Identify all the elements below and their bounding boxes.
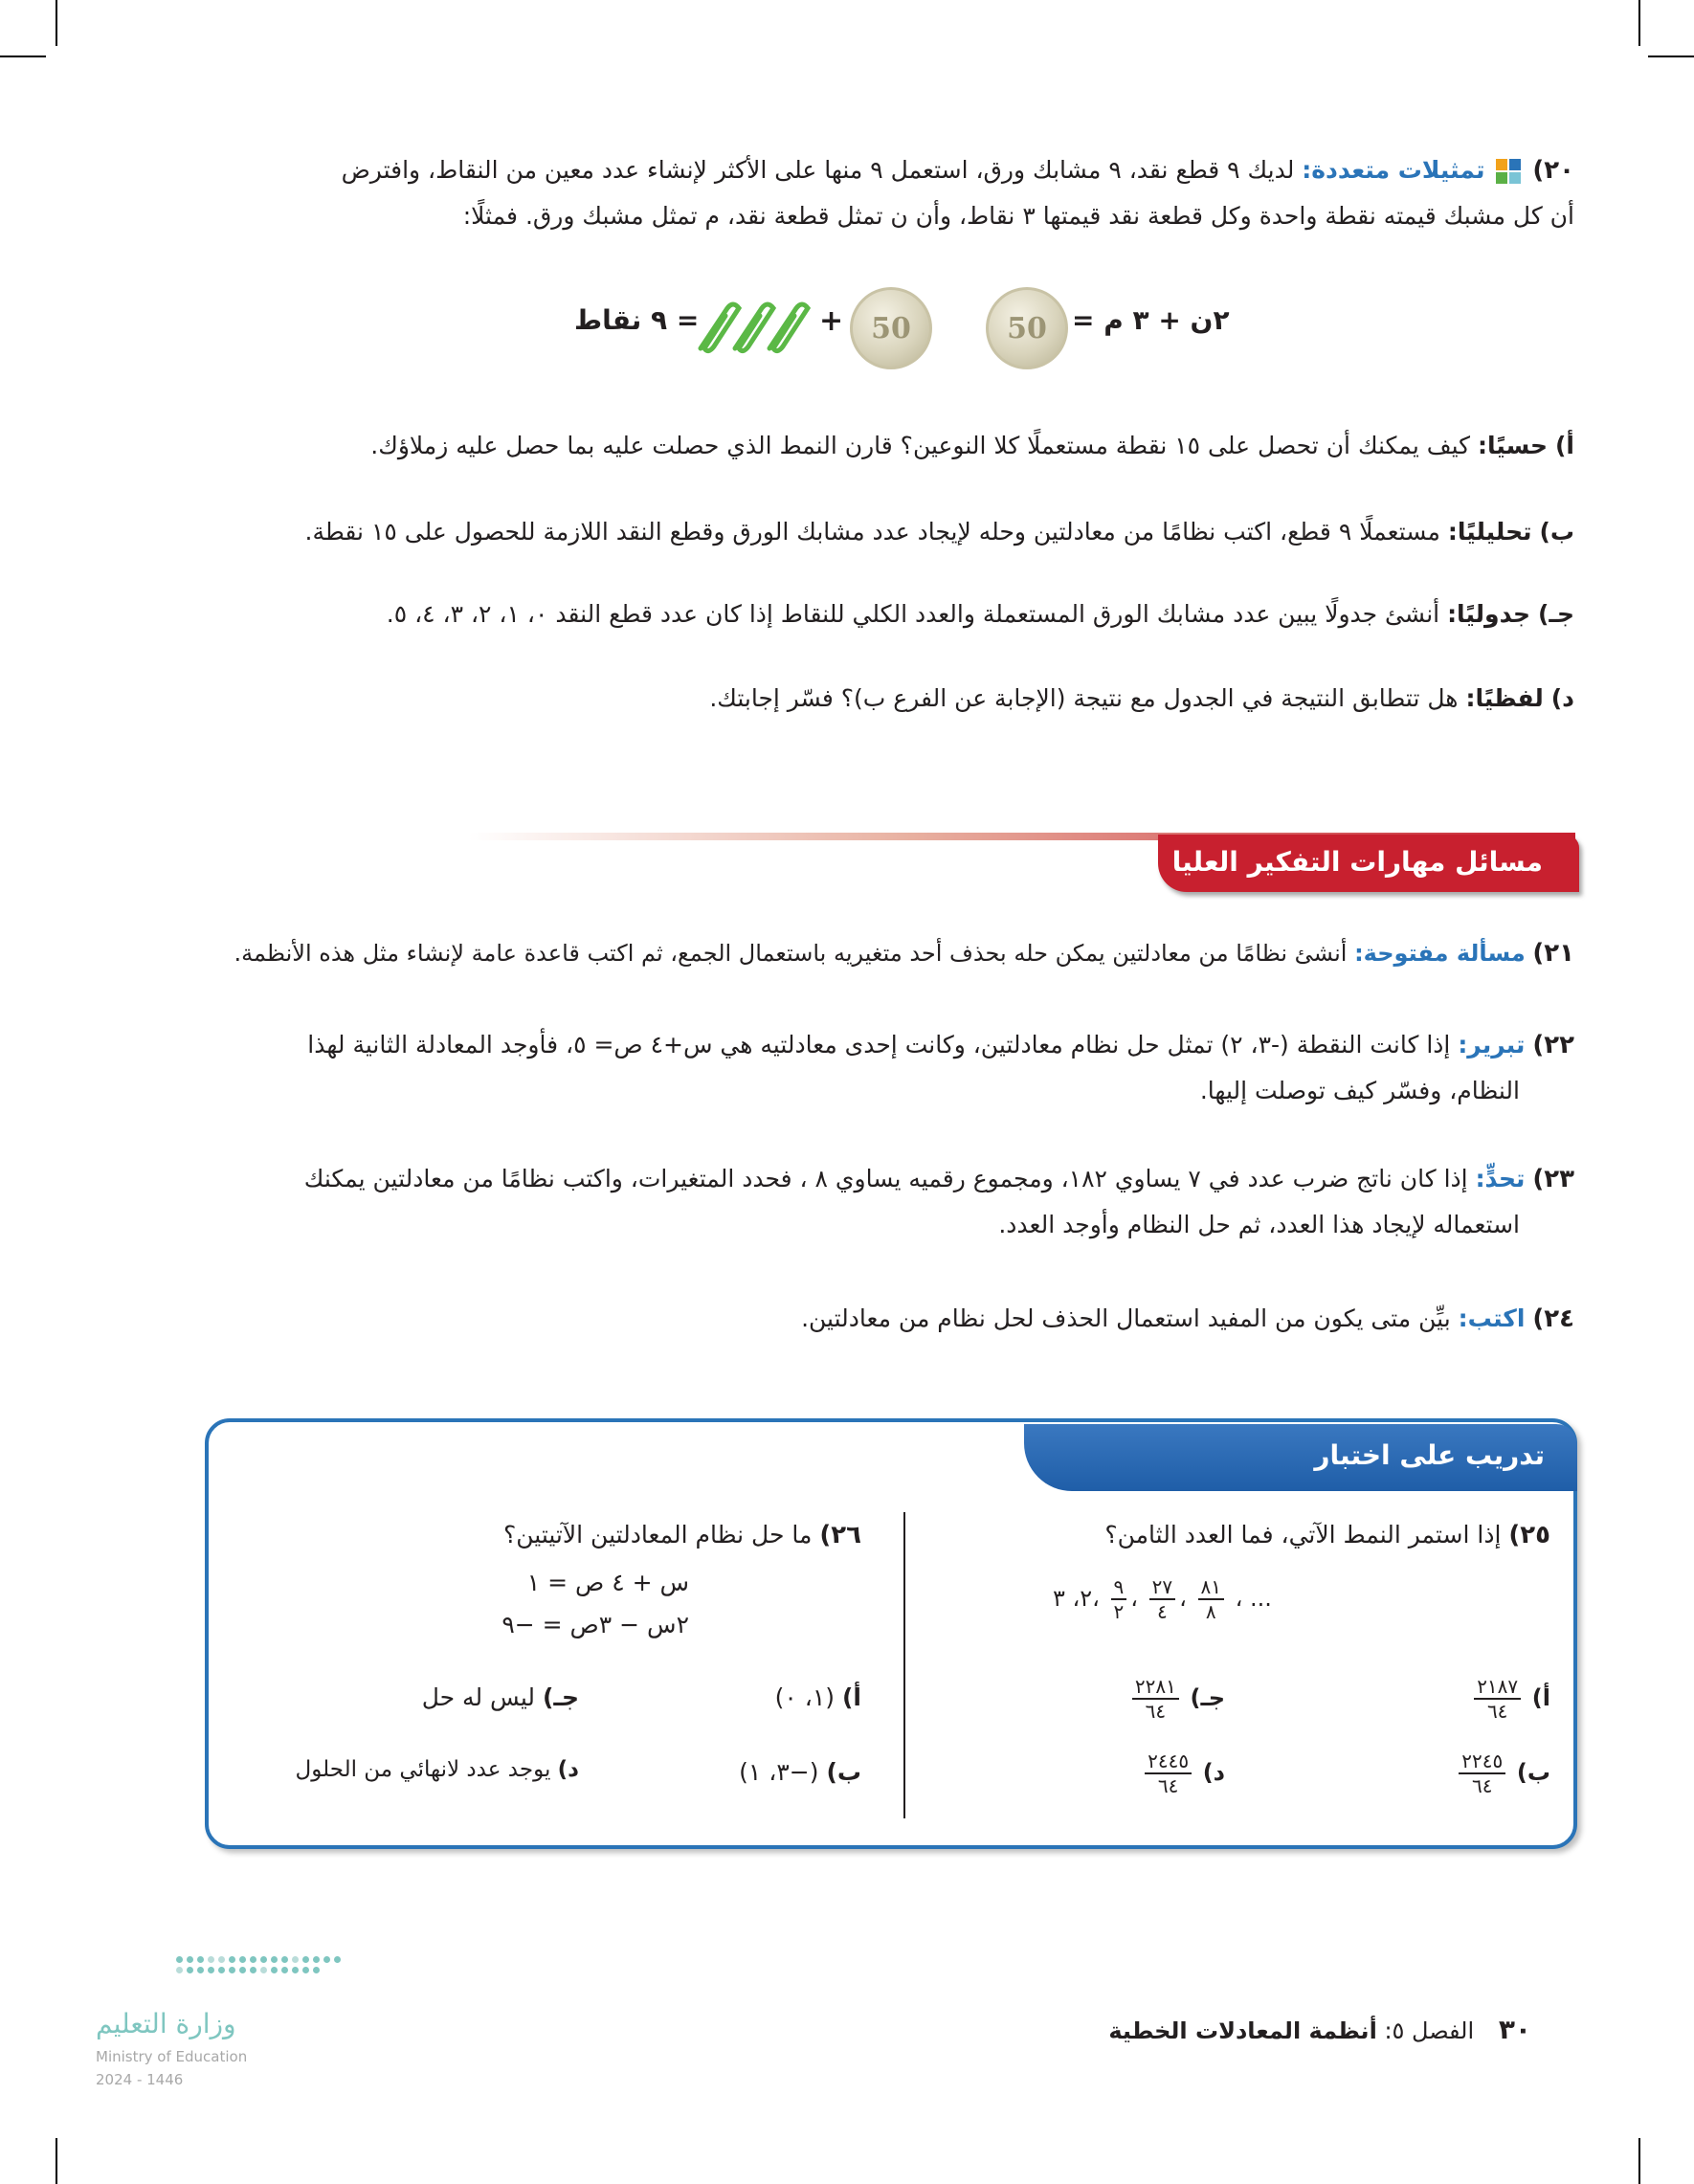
coin-icon: 50 [850, 287, 932, 369]
crop-mark [56, 0, 57, 46]
fraction: $\frac{٢٧}{٤}$ [1149, 1575, 1175, 1623]
q25-sequence: ٢، ٣، $\frac{٩}{٢}$ ، $\frac{٢٧}{٤}$ ، $\frac{٨١}{٨}$ ، ... [1053, 1575, 1272, 1623]
q21: ٢١) مسألة مفتوحة: أنشئ نظامًا من معادلتين يمكن حله بحذف أحد متغيريه باستعمال الجمع، ثم اكتب قاعدة عامة لإنشاء مثل هذه الأنظمة. [234, 939, 1574, 968]
crop-mark [56, 2138, 57, 2184]
ministry-name-en: Ministry of Education [96, 2048, 248, 2065]
q26-equation-2: ٢س − ٣ص = −٩ [502, 1611, 689, 1638]
q22-line2: النظام، وفسّر كيف توصلت إليها. [1199, 1077, 1520, 1104]
q20-text-line1: لديك ٩ قطع نقد، ٩ مشابك ورق، استعمل ٩ منها على الأكثر لإنشاء عدد معين من النقاط، وافترض [341, 156, 1295, 184]
q26-choice-a[interactable]: أ) (١، ٠) [774, 1683, 861, 1711]
q20-eq-left: ٢ن + ٣ م = [1072, 304, 1230, 336]
ministry-name-ar: وزارة التعليم [96, 2008, 236, 2039]
fraction: $\frac{٩}{٢}$ [1111, 1575, 1127, 1623]
q20-part-d: د) لفظيًا: هل تتطابق النتيجة في الجدول مع نتيجة (الإجابة عن الفرع ب)؟ فسّر إجابتك. [709, 684, 1574, 712]
chapter-title: أنظمة المعادلات الخطية [1108, 2017, 1377, 2044]
test-banner-title: تدريب على اختبار [1314, 1439, 1545, 1471]
crop-mark [1648, 56, 1694, 57]
ministry-logo [174, 1954, 346, 1975]
page-footer [861, 2014, 1531, 2045]
q24: ٢٤) اكتب: بيِّن متى يكون من المفيد استعمال الحذف لحل نظام من معادلتين. [801, 1304, 1574, 1333]
page-number: ٣٠ [1498, 2014, 1531, 2045]
paperclip-icon [691, 299, 815, 356]
q26-choice-b[interactable]: ب) (−٣، ١) [739, 1758, 861, 1786]
column-divider [903, 1512, 905, 1818]
q20-part-b: ب) تحليليًا: مستعملًا ٩ قطع، اكتب نظامًا من معادلتين وحله لإيجاد عدد مشابك الورق وقطع النقد اللازمة للحصول على ١٥ نقطة. [304, 518, 1574, 546]
q26-equation-1: س + ٤ ص = ١ [526, 1569, 689, 1596]
q20-eq-plus: + [819, 304, 844, 338]
test-banner [1024, 1424, 1577, 1491]
hots-banner [1158, 835, 1579, 892]
hots-banner-title: مسائل مهارات التفكير العليا [1171, 846, 1543, 878]
q25-choice-c[interactable]: جـ) $\frac{٢٢٨١}{٦٤}$ [995, 1675, 1225, 1723]
coin-icon: 50 [986, 287, 1068, 369]
q25-choice-b[interactable]: ب) $\frac{٢٢٤٥}{٦٤}$ [1321, 1749, 1550, 1797]
edition-year: 2024 - 1446 [96, 2071, 184, 2088]
chapter-label: الفصل ٥: [1384, 2017, 1475, 2044]
q20-text-line2: أن كل مشبك قيمته نقطة واحدة وكل قطعة نقد قيمتها ٣ نقاط، وأن ن تمثل قطعة نقد، م تمثل مشبك ورق. فمثلًا: [462, 202, 1574, 230]
q26-choice-c[interactable]: جـ) ليس له حل [421, 1683, 579, 1711]
q20-number: ٢٠) [1532, 156, 1574, 185]
q25-choice-d[interactable]: د) $\frac{٢٤٤٥}{٦٤}$ [995, 1749, 1225, 1797]
q20-eq-right: = ٩ نقاط [574, 304, 700, 336]
q23-line2: استعماله لإيجاد هذا العدد، ثم حل النظام وأوجد العدد. [998, 1211, 1520, 1238]
q25-question: ٢٥) إذا استمر النمط الآتي، فما العدد الثامن؟ [1104, 1521, 1550, 1549]
crop-mark [1638, 2138, 1640, 2184]
q25-choice-a[interactable]: أ) $\frac{٢١٨٧}{٦٤}$ [1321, 1675, 1550, 1723]
crop-mark [0, 56, 46, 57]
q20-label: تمثيلات متعددة: [1302, 156, 1485, 184]
q26-question: ٢٦) ما حل نظام المعادلتين الآتيتين؟ [503, 1521, 861, 1549]
q20-line1 [234, 153, 1574, 188]
q20-part-c: جـ) جدوليًا: أنشئ جدولًا يبين عدد مشابك الورق المستعملة والعدد الكلي للنقاط إذا كان عدد قطع النقد ٠، ١، ٢، ٣، ٤، ٥. [386, 600, 1574, 628]
crop-mark [1638, 0, 1640, 46]
q23-line1: ٢٣) تحدٍّ: إذا كان ناتج ضرب عدد في ٧ يساوي ١٨٢، ومجموع رقميه يساوي ٨ ، فحدد المتغيرات، واكتب نظامًا من معادلتين يمكنك [303, 1165, 1574, 1193]
multi-rep-icon [1496, 159, 1521, 184]
q20-part-a: أ) حسيًا: كيف يمكنك أن تحصل على ١٥ نقطة مستعملًا كلا النوعين؟ قارن النمط الذي حصلت عليه بما حصل عليه زملاؤك. [370, 432, 1574, 459]
fraction: $\frac{٨١}{٨}$ [1198, 1575, 1224, 1623]
q26-choice-d[interactable]: د) يوجد عدد لانهائي من الحلول [295, 1757, 579, 1782]
q22-line1: ٢٢) تبرير: إذا كانت النقطة (-٣، ٢) تمثل حل نظام معادلتين، وكانت إحدى معادلتيه هي س+٤ ص= ٥، فأوجد المعادلة الثانية لهذا [307, 1031, 1574, 1059]
